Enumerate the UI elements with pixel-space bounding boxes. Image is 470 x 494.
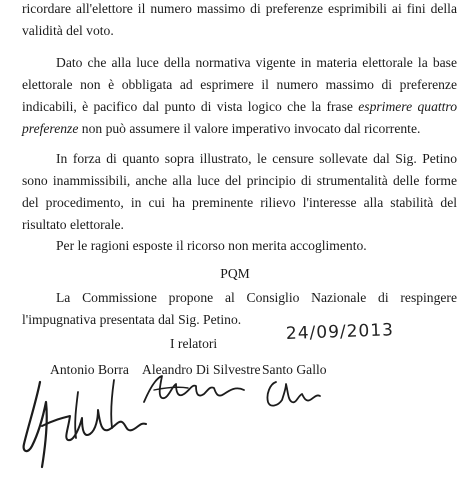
paragraph-continuation: ricordare all'elettore il numero massimo di preferenze esprimibili ai fini della validità del voto. xyxy=(22,1,457,38)
signatory-name: Aleandro Di Silvestre xyxy=(142,362,261,377)
paragraph-censure: In forza di quanto sopra illustrato, le censure sollevate dal Sig. Petino sono inammissibili, anche alla luce del principio di strumentalità delle forme del procedimento, in cui ha preminente rilievo l'interesse alla stabilità del risultato elettorale. xyxy=(22,151,457,232)
relatori-label: I relatori xyxy=(170,336,218,351)
signature-di-silvestre xyxy=(140,372,255,408)
paragraph-proposal: La Commissione propone al Consiglio Nazionale di respingere l'impugnativa presentata dal Sig. Petino. xyxy=(22,290,457,327)
paragraph-normativa: Dato che alla luce della normativa vigente in materia elettorale la base elettorale non è obbligata ad esprimere il numero massimo di preferenze indicabili, è pacifico dal punto di vista logico che la frase esprimere quattro preferenze non può assumere il valore imperativo invocato dal ricorrente. xyxy=(22,55,457,136)
signature-gallo xyxy=(262,376,322,410)
paragraph-conclusion: Per le ragioni esposte il ricorso non merita accoglimento. xyxy=(56,238,367,253)
quoted-phrase: esprimere quattro preferenze xyxy=(22,99,457,136)
signatory-name: Santo Gallo xyxy=(262,362,327,377)
handwritten-date: 24/09/2013 xyxy=(285,320,395,344)
signatory-name: Antonio Borra xyxy=(50,362,129,377)
section-heading-pqm: PQM xyxy=(220,266,250,281)
